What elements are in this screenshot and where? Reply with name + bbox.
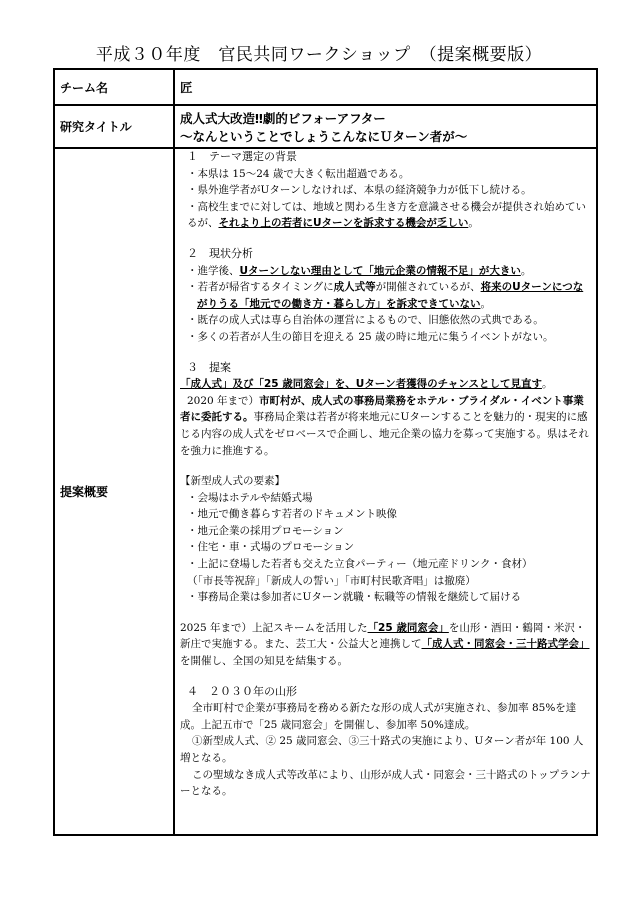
s1-bullet-1: ・本県は 15～24 歳で大きく転出超過である。 <box>187 167 410 180</box>
research-title-line2: ～なんということでしょうこんなにＵターン者が～ <box>180 128 468 144</box>
s3-p1-bold: 市町村が、成人式の事務局業務をホテル・ブライダル・イベント事業者に委託する。 <box>180 394 584 424</box>
s1-bullet-3 <box>180 199 591 232</box>
s3-element-4: ・住宅・車・式場のプロモーション <box>187 541 355 554</box>
team-label: チーム名 <box>54 69 174 105</box>
summary-row <box>54 148 597 835</box>
s3-proposal-emphasis: 「成人式」及び「25 歳同窓会」を、Uターン者獲得のチャンスとして見直す <box>180 378 542 391</box>
s1-bullet-2: ・県外進学者がUターンしなければ、本県の経済競争力が低下し続ける。 <box>187 184 532 197</box>
s3-elements-title: 【新型成人式の要素】 <box>180 475 285 488</box>
proposal-table <box>53 68 598 836</box>
s2-bullet-2-bold1: 成人式等 <box>333 281 376 294</box>
s3-p2-pre: 2025 年まで）上記スキームを活用した <box>180 621 368 634</box>
research-title <box>174 105 597 148</box>
s1-bullet-3-end: 。 <box>468 217 479 230</box>
page-title: 平成３０年度 官民共同ワークショップ （提案概要版） <box>95 45 543 65</box>
s2-bullet-2-mid: が開催されているが、 <box>375 281 481 294</box>
team-row <box>54 69 597 105</box>
section-3-heading: ３ 提案 <box>187 360 231 374</box>
s3-p2-bold1: 「25 歳同窓会」 <box>367 621 449 634</box>
summary-content <box>174 148 597 835</box>
s2-bullet-1 <box>180 263 591 280</box>
s4-paragraph-1: 全市町村で企業が事務局を務める新たな形の成人式が実施され、参加率 85%を達成。上記五市で「25 歳同窓会」を開催し、参加率 50%達成。 <box>180 702 577 731</box>
s3-proposal-line <box>180 376 591 393</box>
research-row <box>54 105 597 148</box>
s3-proposal-end: 。 <box>541 378 553 391</box>
s3-p1-rest: 事務局企業は若者が将来地元にUターンすることを魅力的・現実的に感じる内容の成人式をゼロベースで企画し、地元企業の協力を募って実施する。県はそれを強力に推進する。 <box>180 411 589 457</box>
s2-bullet-4: ・多くの若者が人生の節目を迎える 25 歳の時に地元に集うイベントがない。 <box>187 330 554 343</box>
s2-bullet-1-pre: ・進学後、 <box>187 264 240 277</box>
summary-label: 提案概要 <box>54 148 174 835</box>
s4-paragraph-2: ①新型成人式、② 25 歳同窓会、③三十路式の実施により、Uターン者が年 100 人増となる。 <box>180 735 584 764</box>
s3-element-5: ・上記に登場した若者も交えた立食パーティー（地元産ドリンク・食材） <box>187 558 533 571</box>
s3-paragraph-1 <box>180 393 591 459</box>
s3-paragraph-2 <box>180 620 591 670</box>
s4-paragraph-3: この聖域なき成人式等改革により、山形が成人式・同窓会・三十路式のトップランナーとなる。 <box>180 768 591 798</box>
s3-element-6: （「市長等祝辞」「新成人の誓い」「市町村民歌斉唱」は撤廃） <box>187 574 476 587</box>
s2-bullet-2-pre: ・若者が帰省するタイミングに <box>187 281 334 294</box>
research-title-line1: 成人式大改造‼劇的ビフォーアフター <box>180 110 386 126</box>
s3-p1-pre: 2020 年まで） <box>187 394 260 407</box>
s3-element-3: ・地元企業の採用プロモーション <box>187 524 344 537</box>
s2-bullet-1-emphasis: Uターンしない理由として「地元企業の情報不足」が大きい <box>239 264 521 277</box>
s2-bullet-1-end: 。 <box>520 264 532 277</box>
section-1-heading: １ テーマ選定の背景 <box>187 150 297 163</box>
s2-bullet-2 <box>180 279 591 312</box>
team-value: 匠 <box>174 69 597 105</box>
s2-bullet-2-end: 。 <box>480 297 491 310</box>
s1-bullet-3-text: ・高校生までに対しては、地域と関わる生き方を意識させる機会が提供され始めているが、 <box>187 200 586 230</box>
s2-bullet-3: ・既存の成人式は専ら自治体の運営によるもので、旧態依然の式典である。 <box>187 314 544 327</box>
s3-p2-mid: を山形・酒田・鶴岡・米沢・新庄で実施する。また、芸工大・公益大と連携して <box>180 621 586 651</box>
s3-element-7: ・事務局企業は参加者にUターン就職・転職等の情報を継続して届ける <box>187 591 522 604</box>
s3-p2-bold2: 「成人式・同窓会・三十路式学会」 <box>421 638 590 651</box>
section-2-heading: ２ 現状分析 <box>187 246 253 260</box>
s2-bullet-2-emphasis: 将来のUターンにつながりうる「地元での働き方・暮らし方」を訴求できていない <box>197 281 584 310</box>
s3-element-2: ・地元で働き暮らす若者のドキュメント映像 <box>187 508 397 521</box>
section-4-heading: ４ ２０３０年の山形 <box>187 684 297 698</box>
s3-p2-end: を開催し、全国の知見を結集する。 <box>180 655 348 668</box>
s1-bullet-3-emphasis: それより上の若者にUターンを訴求する機会が乏しい <box>218 217 469 230</box>
research-label: 研究タイトル <box>54 105 174 148</box>
s3-element-1: ・会場はホテルや結婚式場 <box>187 491 313 504</box>
